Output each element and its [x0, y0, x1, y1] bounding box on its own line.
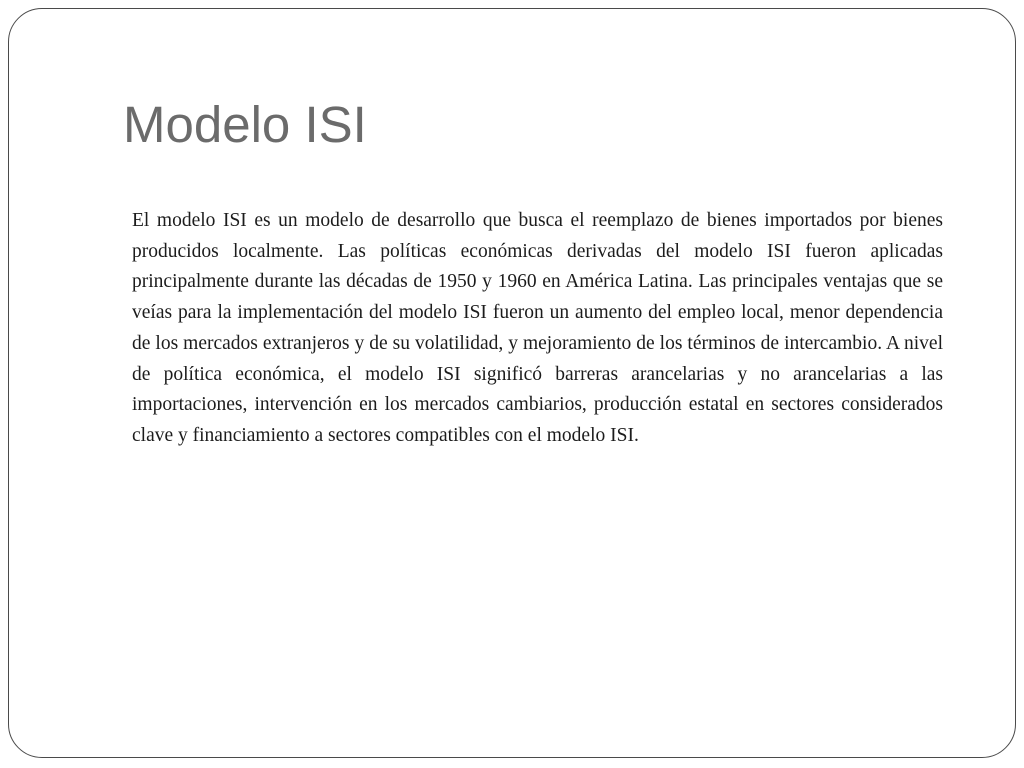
slide-title: Modelo ISI: [123, 96, 367, 153]
slide: [8, 8, 1016, 758]
slide-body-text: El modelo ISI es un modelo de desarrollo que busca el reemplazo de bienes importados por bienes producidos localmente. Las políticas económicas derivadas del modelo ISI fueron aplicadas principalmente durante las décadas de 1950 y 1960 en América Latina. Las principales ventajas que se veías para la implementación del modelo ISI fueron un aumento del empleo local, menor dependencia de los mercados extranjeros y de su volatilidad, y mejoramiento de los términos de intercambio. A nivel de política económica, el modelo ISI significó barreras arancelarias y no arancelarias a las importaciones, intervención en los mercados cambiarios, producción estatal en sectores considerados clave y financiamiento a sectores compatibles con el modelo ISI.: [132, 210, 943, 446]
